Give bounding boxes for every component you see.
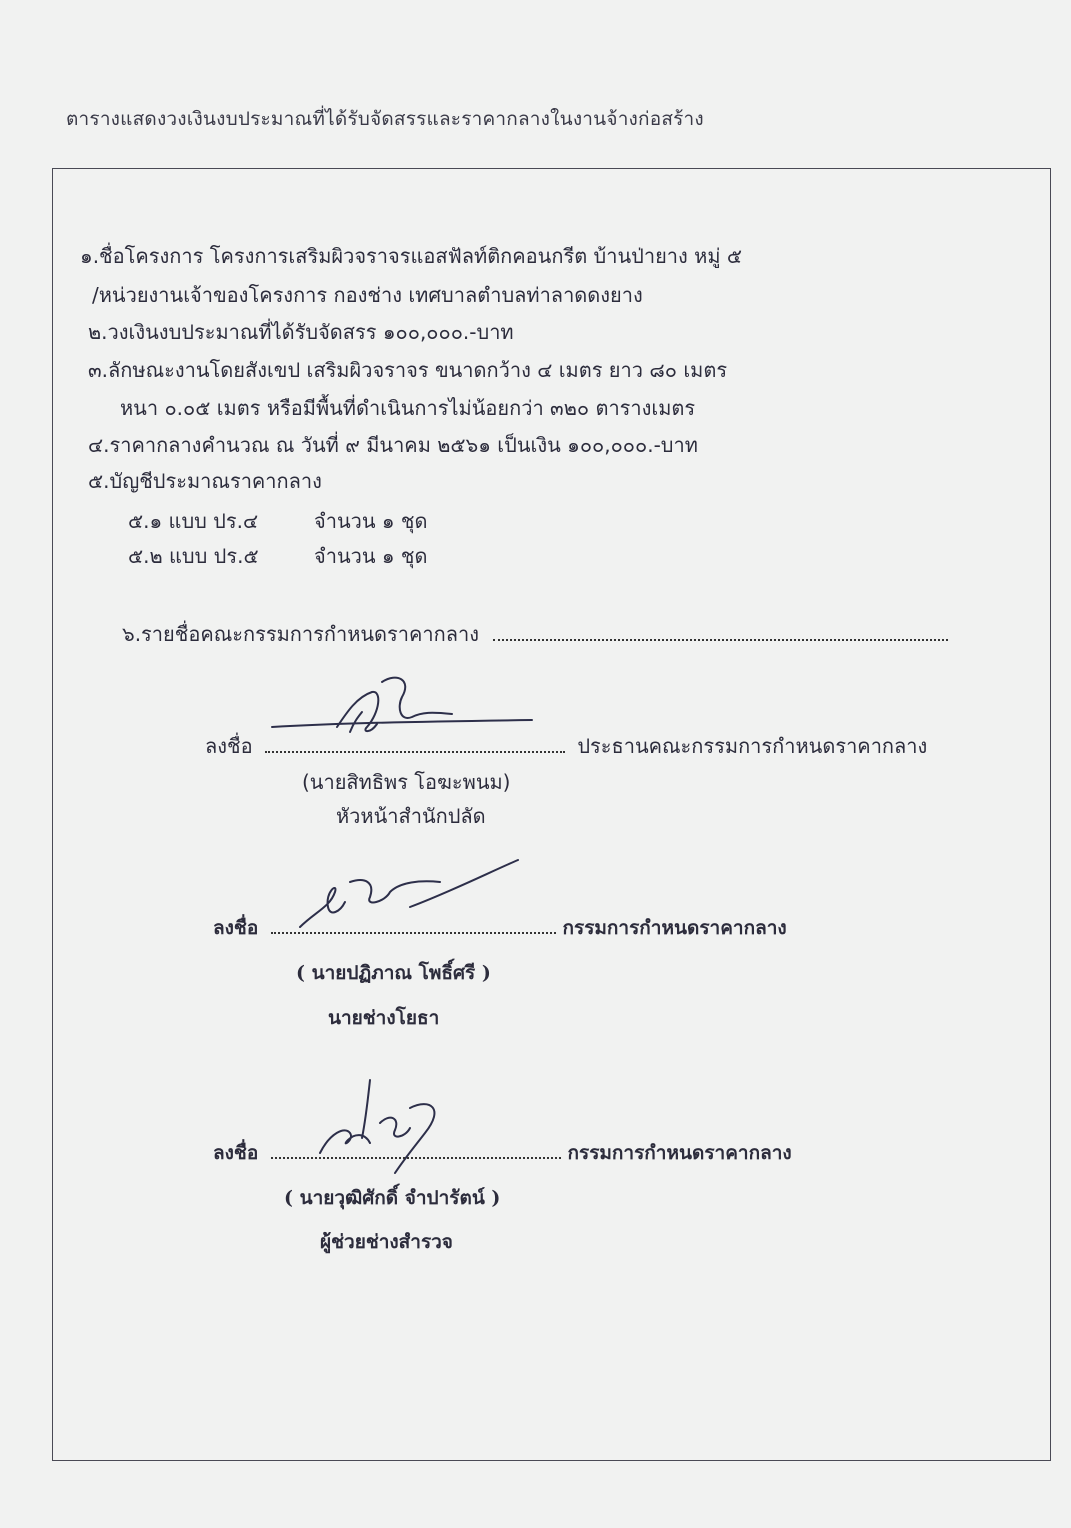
signature-2-role: กรรมการกำหนดราคากลาง — [562, 917, 787, 939]
signature-1-position: หัวหน้าสำนักปลัด — [336, 804, 486, 828]
item-5-price-list: ๕.บัญชีประมาณราคากลาง — [88, 469, 322, 493]
page-header: ตารางแสดงวงเงินงบประมาณที่ได้รับจัดสรรและราคากลางในงานจ้างก่อสร้าง — [66, 108, 704, 130]
item-5-1-quantity: จำนวน ๑ ชุด — [314, 509, 428, 533]
signature-3-sign-label: ลงชื่อ — [213, 1142, 259, 1164]
item-3-description-cont: หนา ๐.๐๕ เมตร หรือมีพื้นที่ดำเนินการไม่น้อยกว่า ๓๒๐ ตารางเมตร — [120, 396, 696, 420]
signature-3-line — [213, 1138, 792, 1168]
signature-3-role: กรรมการกำหนดราคากลาง — [567, 1142, 792, 1164]
item-2-budget: ๒.วงเงินงบประมาณที่ได้รับจัดสรร ๑๐๐,๐๐๐.-บาท — [88, 320, 514, 344]
item-5-2-label: ๕.๒ แบบ ปร.๕ — [128, 544, 259, 568]
signature-2-dots — [271, 918, 556, 934]
dotted-line — [493, 625, 948, 641]
item-3-description: ๓.ลักษณะงานโดยสังเขป เสริมผิวจราจร ขนาดกว้าง ๔ เมตร ยาว ๘๐ เมตร — [88, 358, 728, 382]
signature-1-role: ประธานคณะกรรมการกำหนดราคากลาง — [577, 734, 928, 758]
signature-3-position: ผู้ช่วยช่างสำรวจ — [320, 1231, 453, 1253]
signature-1-name: (นายสิทธิพร โอฆะพนม) — [302, 770, 511, 794]
item-5-2-quantity: จำนวน ๑ ชุด — [314, 544, 428, 568]
signature-3-name: ( นายวุฒิศักดิ์ จำปารัตน์ ) — [284, 1187, 501, 1209]
item-1-owner-agency: /หน่วยงานเจ้าของโครงการ กองช่าง เทศบาลตำบลท่าลาดดงยาง — [92, 283, 643, 307]
signature-2-sign-label: ลงชื่อ — [213, 917, 259, 939]
item-1-project-name: ๑.ชื่อโครงการ โครงการเสริมผิวจราจรแอสฟัลท์ติกคอนกรีต บ้านป่ายาง หมู่ ๕ — [80, 244, 743, 268]
signature-1-line — [205, 730, 927, 762]
item-6-label: ๖.รายชื่อคณะกรรมการกำหนดราคากลาง — [122, 622, 479, 646]
signature-2-name: ( นายปฏิภาณ โพธิ์ศรี ) — [296, 962, 491, 984]
signature-3-dots — [271, 1143, 561, 1159]
signature-2-position: นายช่างโยธา — [328, 1007, 440, 1029]
item-5-1-label: ๕.๑ แบบ ปร.๔ — [128, 509, 259, 533]
item-6-committee — [122, 618, 948, 650]
item-4-median-price: ๔.ราคากลางคำนวณ ณ วันที่ ๙ มีนาคม ๒๕๖๑ เป็นเงิน ๑๐๐,๐๐๐.-บาท — [88, 433, 698, 457]
signature-1-sign-label: ลงชื่อ — [205, 734, 253, 758]
signature-2-line — [213, 913, 787, 943]
signature-1-dots — [265, 737, 565, 753]
